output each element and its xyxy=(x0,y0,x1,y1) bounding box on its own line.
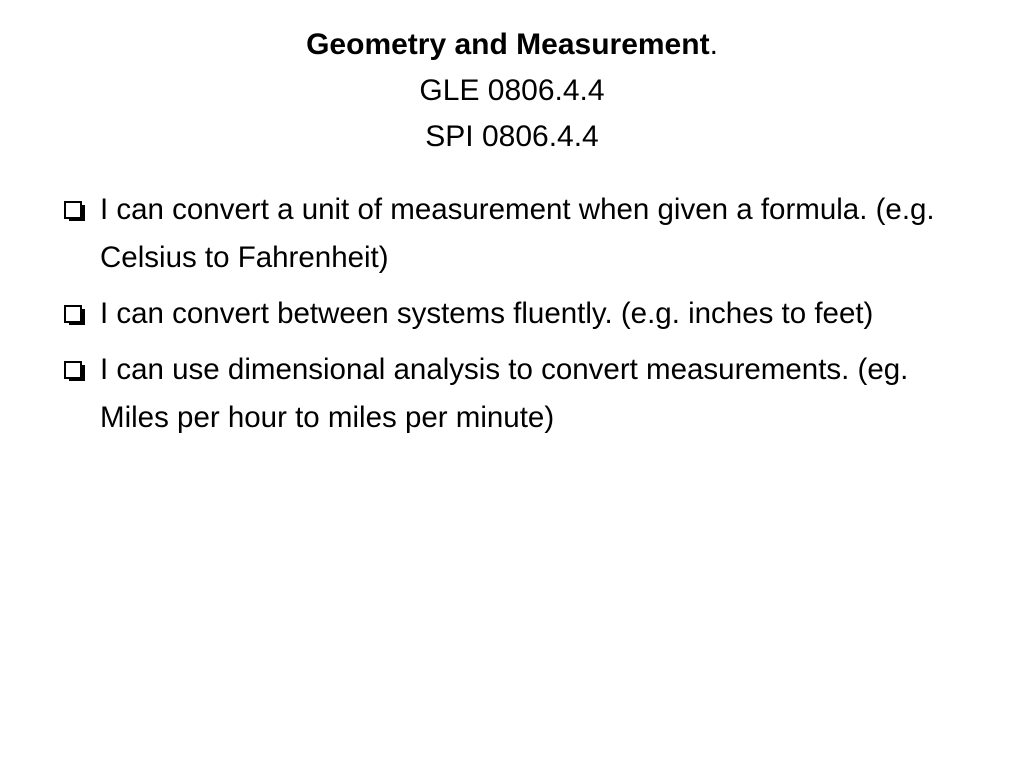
title-line-gle: GLE 0806.4.4 xyxy=(419,74,605,107)
bullet-text: I can convert between systems fluently. (e.g. inches to feet) xyxy=(100,297,874,330)
slide-title xyxy=(0,22,1024,160)
bullet-list xyxy=(62,186,962,450)
title-line-1 xyxy=(0,22,1024,68)
title-line-spi: SPI 0806.4.4 xyxy=(425,120,599,153)
bullet-item xyxy=(62,346,962,442)
bullet-item xyxy=(62,186,962,282)
checkbox-square-icon xyxy=(62,199,94,223)
checkbox-square-icon xyxy=(62,303,94,327)
bullet-text: I can use dimensional analysis to convert measurements. (eg. Miles per hour to miles per minute) xyxy=(100,353,909,434)
title-main-text: Geometry and Measurement xyxy=(306,28,710,61)
bullet-text: I can convert a unit of measurement when given a formula. (e.g. Celsius to Fahrenheit) xyxy=(100,193,935,274)
title-period: . xyxy=(709,28,718,61)
bullet-item xyxy=(62,290,962,338)
checkbox-square-icon xyxy=(62,359,94,383)
